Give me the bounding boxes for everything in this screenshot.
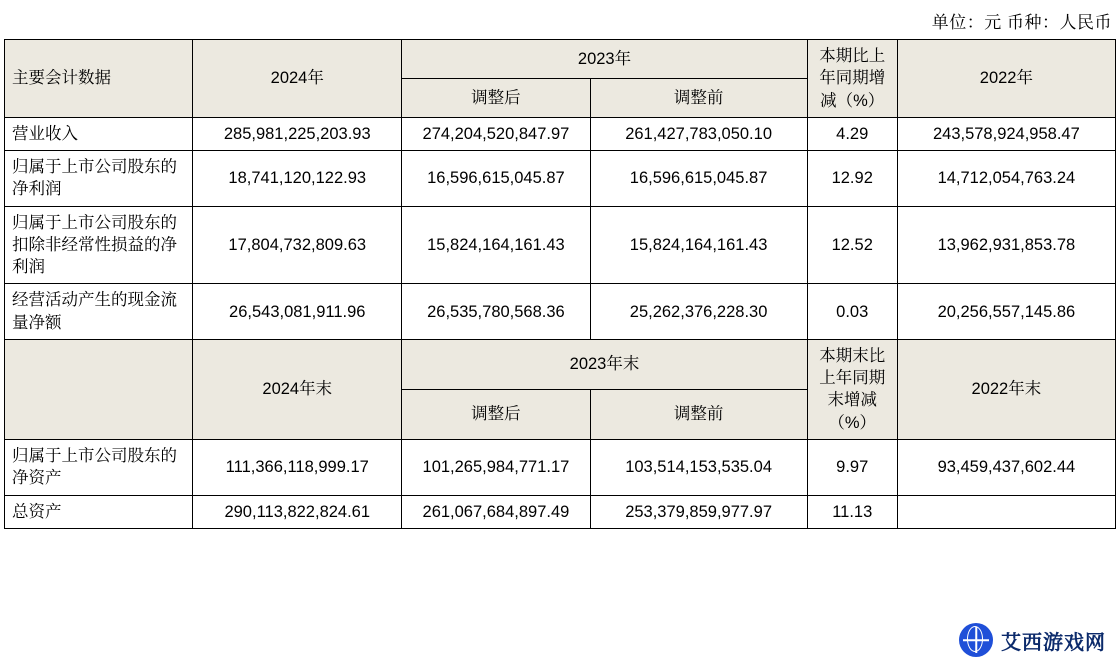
cell-change: 4.29 [807,117,897,150]
row-label: 归属于上市公司股东的扣除非经常性损益的净利润 [5,206,193,284]
row-label: 归属于上市公司股东的净利润 [5,151,193,207]
header-2023-end-group: 2023年末 [402,339,807,389]
watermark [955,619,1112,661]
header-2023-before: 调整前 [590,78,807,117]
cell-change: 9.97 [807,439,897,495]
cell-2024-end: 290,113,822,824.61 [193,495,402,528]
cell-2023-before: 16,596,615,045.87 [590,151,807,207]
financial-data-table [4,39,1116,529]
cell-2024-end: 111,366,118,999.17 [193,439,402,495]
cell-change: 11.13 [807,495,897,528]
cell-change: 12.92 [807,151,897,207]
cell-2022: 20,256,557,145.86 [897,284,1115,340]
cell-2023-adjusted: 16,596,615,045.87 [402,151,590,207]
cell-2022: 243,578,924,958.47 [897,117,1115,150]
globe-icon [959,623,993,657]
table-row [5,284,1116,340]
cell-2022-end [897,495,1115,528]
header-main-label-2 [5,339,193,439]
header-2022-end: 2022年末 [897,339,1115,439]
row-label: 总资产 [5,495,193,528]
cell-2023-before: 261,427,783,050.10 [590,117,807,150]
cell-change: 0.03 [807,284,897,340]
header-2023-adjusted: 调整后 [402,78,590,117]
header-change-pct-2: 本期末比上年同期末增减（%） [807,339,897,439]
header-2022: 2022年 [897,40,1115,118]
table-header-row-3 [5,339,1116,389]
header-change-pct: 本期比上年同期增减（%） [807,40,897,118]
cell-2024: 26,543,081,911.96 [193,284,402,340]
header-2023-group: 2023年 [402,40,807,79]
table-row [5,495,1116,528]
cell-2024: 285,981,225,203.93 [193,117,402,150]
cell-2024: 17,804,732,809.63 [193,206,402,284]
unit-note: 单位：元 币种：人民币 [931,13,1112,32]
cell-2024: 18,741,120,122.93 [193,151,402,207]
cell-2023-adjusted: 15,824,164,161.43 [402,206,590,284]
cell-2022: 14,712,054,763.24 [897,151,1115,207]
header-2023-end-before: 调整前 [590,389,807,439]
header-main-label: 主要会计数据 [5,40,193,118]
table-row [5,117,1116,150]
watermark-label: 艾西游戏网 [1001,631,1106,654]
cell-2022-end: 93,459,437,602.44 [897,439,1115,495]
cell-2023-end-before: 253,379,859,977.97 [590,495,807,528]
cell-2023-before: 25,262,376,228.30 [590,284,807,340]
table-header-row-1 [5,40,1116,79]
cell-2022: 13,962,931,853.78 [897,206,1115,284]
row-label: 经营活动产生的现金流量净额 [5,284,193,340]
cell-2023-end-adjusted: 101,265,984,771.17 [402,439,590,495]
cell-2023-adjusted: 26,535,780,568.36 [402,284,590,340]
header-2024: 2024年 [193,40,402,118]
cell-2023-end-before: 103,514,153,535.04 [590,439,807,495]
table-row [5,439,1116,495]
cell-change: 12.52 [807,206,897,284]
header-2023-end-adjusted: 调整后 [402,389,590,439]
header-2024-end: 2024年末 [193,339,402,439]
cell-2023-before: 15,824,164,161.43 [590,206,807,284]
table-row [5,151,1116,207]
table-row [5,206,1116,284]
row-label: 归属于上市公司股东的净资产 [5,439,193,495]
cell-2023-adjusted: 274,204,520,847.97 [402,117,590,150]
cell-2023-end-adjusted: 261,067,684,897.49 [402,495,590,528]
row-label: 营业收入 [5,117,193,150]
